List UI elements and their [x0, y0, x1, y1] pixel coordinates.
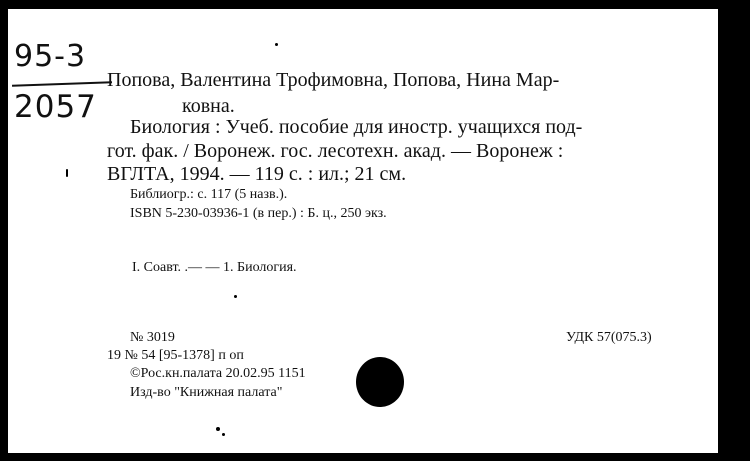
author-line-2: ковна. [182, 95, 235, 117]
record-line: 19 № 54 [95-1378] п оп [107, 348, 244, 363]
handwritten-shelf-mark-top: 95-3 [14, 39, 87, 74]
handwritten-shelf-mark-bottom: 2057 [14, 89, 97, 125]
book-chamber-line: ©Рос.кн.палата 20.02.95 1151 [130, 366, 306, 381]
subject-headings: I. Соавт. .— — 1. Биология. [132, 260, 297, 275]
bibliography-note: Библиогр.: с. 117 (5 назв.). [130, 187, 288, 202]
speck [216, 427, 220, 431]
catalog-card [8, 9, 718, 453]
speck [275, 43, 278, 46]
isbn-line: ISBN 5-230-03936-1 (в пер.) : Б. ц., 250 экз. [130, 206, 387, 221]
speck [222, 433, 225, 436]
udk-code: УДК 57(075.3) [566, 330, 652, 345]
title-line-2: гот. фак. / Воронеж. гос. лесотехн. акад. — Воронеж : [107, 140, 564, 162]
speck [234, 295, 237, 298]
ink-blot [356, 357, 404, 407]
title-line-1: Биология : Учеб. пособие для иностр. учащихся под- [130, 116, 583, 138]
author-line-1: Попова, Валентина Трофимовна, Попова, Нина Мар- [107, 69, 560, 91]
card-number: № 3019 [130, 330, 175, 345]
publisher-line: Изд-во "Книжная палата" [130, 385, 283, 400]
speck [66, 169, 68, 177]
title-line-3: ВГЛТА, 1994. — 119 с. : ил.; 21 см. [107, 163, 407, 185]
handwritten-underline [12, 81, 112, 86]
